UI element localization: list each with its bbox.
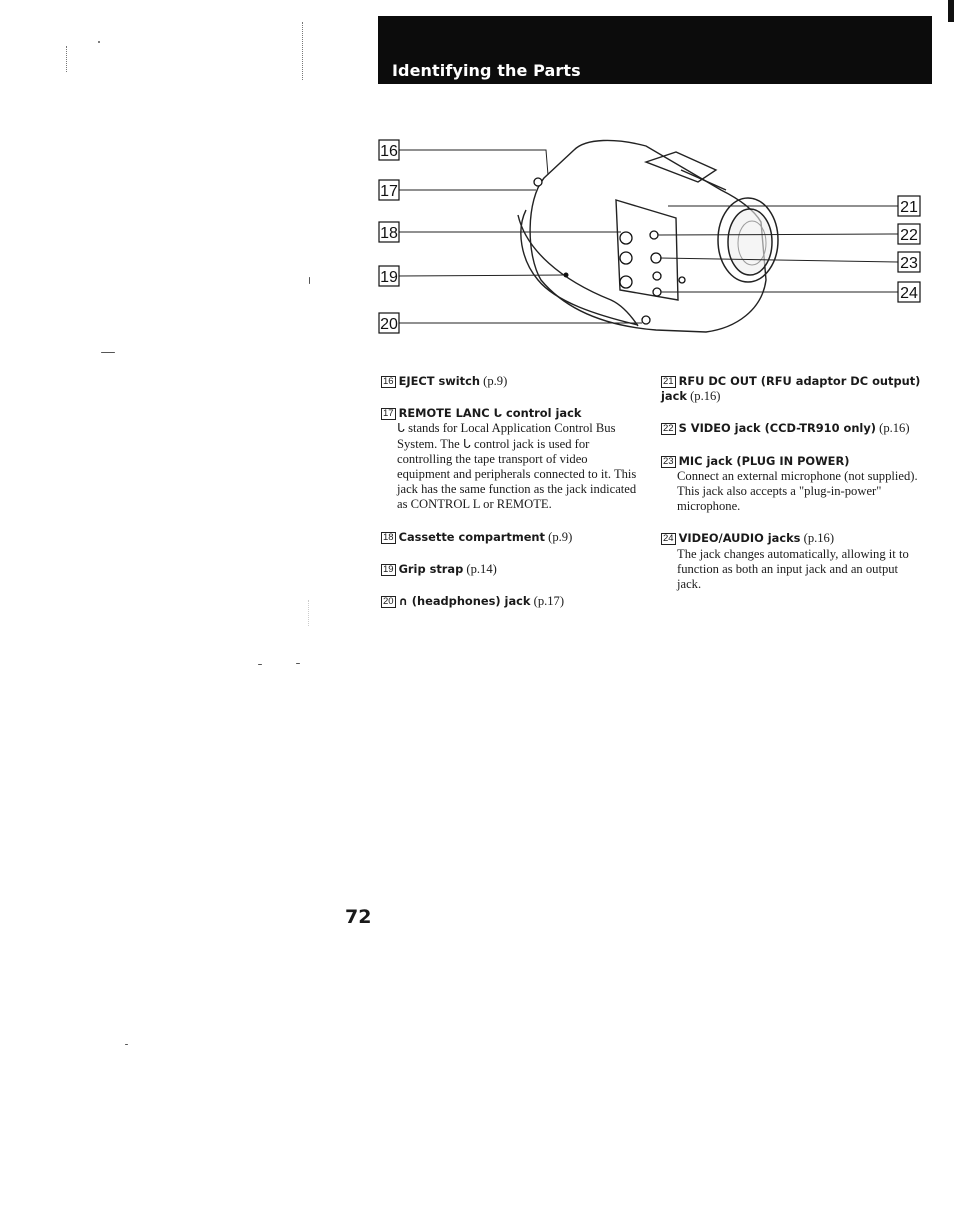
page-number: 72 <box>345 906 372 928</box>
part-entry-20 <box>381 594 643 609</box>
part-term: EJECT switch <box>398 374 480 388</box>
parts-list-left <box>381 374 643 626</box>
part-description: The jack changes automatically, allowing it to function as both an input jack and an output jack. <box>677 546 909 592</box>
part-number-badge: 23 <box>663 455 674 467</box>
part-term: VIDEO/AUDIO jacks <box>678 531 801 546</box>
page-reference: (p.9) <box>483 374 508 388</box>
part-number-badge: 19 <box>383 563 394 575</box>
part-entry-24 <box>661 531 923 592</box>
part-entry-heading <box>661 454 923 469</box>
callout-label: 19 <box>380 269 398 286</box>
part-number-badge: 17 <box>383 408 394 420</box>
part-entry-16 <box>381 374 643 389</box>
part-entry-19 <box>381 562 643 577</box>
page-reference: (p.9) <box>548 529 573 544</box>
part-entry-heading <box>381 562 643 577</box>
callout-label: 24 <box>900 285 918 302</box>
parts-list-right <box>661 374 923 609</box>
callout-label: 17 <box>380 183 398 200</box>
scan-artifact-dotted-line <box>308 600 309 626</box>
section-title: Identifying the Parts <box>392 61 581 80</box>
page-reference: (p.16) <box>690 389 721 404</box>
part-entry-heading <box>661 531 923 546</box>
camcorder-illustration <box>376 130 926 345</box>
scan-speck <box>98 41 100 43</box>
part-entry-heading <box>381 594 643 609</box>
part-number-badge: 24 <box>663 533 674 545</box>
part-entry-22 <box>661 421 923 436</box>
callout-label: 18 <box>380 225 398 242</box>
callouts-right <box>898 196 920 302</box>
scan-speck <box>125 1044 128 1045</box>
page-reference: (p.14) <box>466 561 497 576</box>
part-number-badge: 22 <box>663 423 674 435</box>
part-entry-heading <box>661 374 923 404</box>
page-edge-mark <box>948 0 954 22</box>
part-term: Cassette compartment <box>398 529 545 544</box>
part-number-badge: 20 <box>383 596 394 608</box>
callout-label: 23 <box>900 255 918 272</box>
part-number-badge: 16 <box>383 376 394 387</box>
part-description: ᒐ stands for Local Application Control Bus System. The ᒐ control jack is used for controlling the tape transport of video equipment and peripherals connected to it. This jack has the same function as the jack indicated as CONTROL L or REMOTE. <box>397 421 637 512</box>
scan-speck <box>309 277 310 284</box>
scan-speck <box>296 663 300 664</box>
scan-speck <box>101 352 115 353</box>
part-term: RFU DC OUT (RFU adaptor DC output) jack <box>661 374 921 404</box>
part-entry-18 <box>381 530 643 545</box>
callout-label: 21 <box>900 199 918 216</box>
part-entry-17 <box>381 406 643 512</box>
part-entry-heading <box>381 406 643 421</box>
part-term: MIC jack (PLUG IN POWER) <box>678 453 850 468</box>
part-term: ∩ (headphones) jack <box>398 594 531 609</box>
part-number-badge: 21 <box>663 376 674 387</box>
callouts-left <box>379 140 399 333</box>
scan-speck <box>258 664 262 665</box>
part-term: S VIDEO jack (CCD-TR910 only) <box>678 421 876 436</box>
page-reference: (p.16) <box>803 531 835 546</box>
section-header-bar <box>378 16 932 84</box>
part-entry-heading <box>381 374 643 389</box>
part-term: Grip strap <box>398 561 464 576</box>
part-entry-23 <box>661 454 923 515</box>
part-entry-heading <box>661 421 923 436</box>
page-reference: (p.16) <box>879 421 910 436</box>
callout-label: 22 <box>900 227 918 244</box>
part-term: REMOTE LANC ᒐ control jack <box>398 406 582 421</box>
part-entry-heading <box>381 530 643 545</box>
camcorder-diagram <box>376 130 926 345</box>
scan-artifact-dotted-line <box>66 46 67 72</box>
scan-artifact-dotted-line <box>302 22 303 80</box>
callout-label: 16 <box>380 143 398 160</box>
part-number-badge: 18 <box>383 531 394 543</box>
part-entry-21 <box>661 374 923 404</box>
callout-label: 20 <box>380 316 398 333</box>
page-reference: (p.17) <box>533 594 565 609</box>
part-description: Connect an external microphone (not supplied). This jack also accepts a "plug-in-power" microphone. <box>677 468 918 514</box>
